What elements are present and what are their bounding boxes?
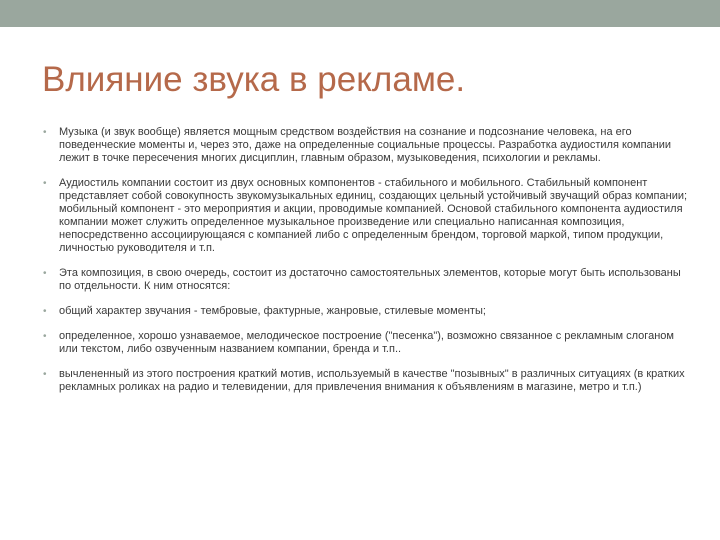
bullet-text: общий характер звучания - тембровые, фактурные, жанровые, стилевые моменты;	[59, 305, 486, 317]
bullet-item-2	[42, 177, 692, 255]
bullet-item-4	[42, 305, 692, 318]
bullet-dot-icon: •	[43, 331, 47, 342]
bullet-item-5	[42, 330, 692, 356]
top-decorative-band	[0, 0, 720, 27]
bullet-text: Эта композиция, в свою очередь, состоит из достаточно самостоятельных элементов, которые могут быть использованы по отдельности. К ним относятся:	[59, 267, 681, 292]
bullet-item-3	[42, 267, 692, 293]
bullet-text: определенное, хорошо узнаваемое, мелодическое построение ("песенка"), возможно связанное с рекламным слоганом или текстом, либо озвученным названием компании, бренда и т.п..	[59, 330, 674, 355]
slide-title: Влияние звука в рекламе.	[42, 60, 466, 99]
bullet-list	[42, 126, 692, 406]
bullet-item-1	[42, 126, 692, 165]
bullet-text: вычлененный из этого построения краткий мотив, используемый в качестве "позывных" в различных ситуациях (в кратких рекламных роликах на радио и телевидении, для привлечения внимания к объявлениям в магазине, метро и т.п.)	[59, 368, 685, 393]
bullet-dot-icon: •	[43, 306, 47, 317]
bullet-dot-icon: •	[43, 268, 47, 279]
bullet-dot-icon: •	[43, 369, 47, 380]
bullet-text: Музыка (и звук вообще) является мощным средством воздействия на сознание и подсознание человека, на его поведенческие моменты и, через это, даже на определенные социальные процессы. Разработка аудиостиля компании лежит в точке пересечения многих дисциплин, главным образом, музыковедения, психологии и рекламы.	[59, 126, 672, 164]
bullet-dot-icon: •	[43, 178, 47, 189]
bullet-dot-icon: •	[43, 127, 47, 138]
bullet-text: Аудиостиль компании состоит из двух основных компонентов - стабильного и мобильного. Стабильный компонент представляет собой совокупность звукомузыкальных единиц, создающих цельный устойчивый звучащий образ компании; мобильный компонент - это мероприятия и акции, проводимые компанией. Основой стабильного компонента аудиостиля компании может служить определенное музыкальное произведение или специально написанная композиция, непосредственно ассоциирующаяся с компанией либо с определенным брендом, торговой маркой, типом продукции, личностью руководителя и т.п.	[59, 177, 688, 254]
bullet-item-6	[42, 368, 692, 394]
